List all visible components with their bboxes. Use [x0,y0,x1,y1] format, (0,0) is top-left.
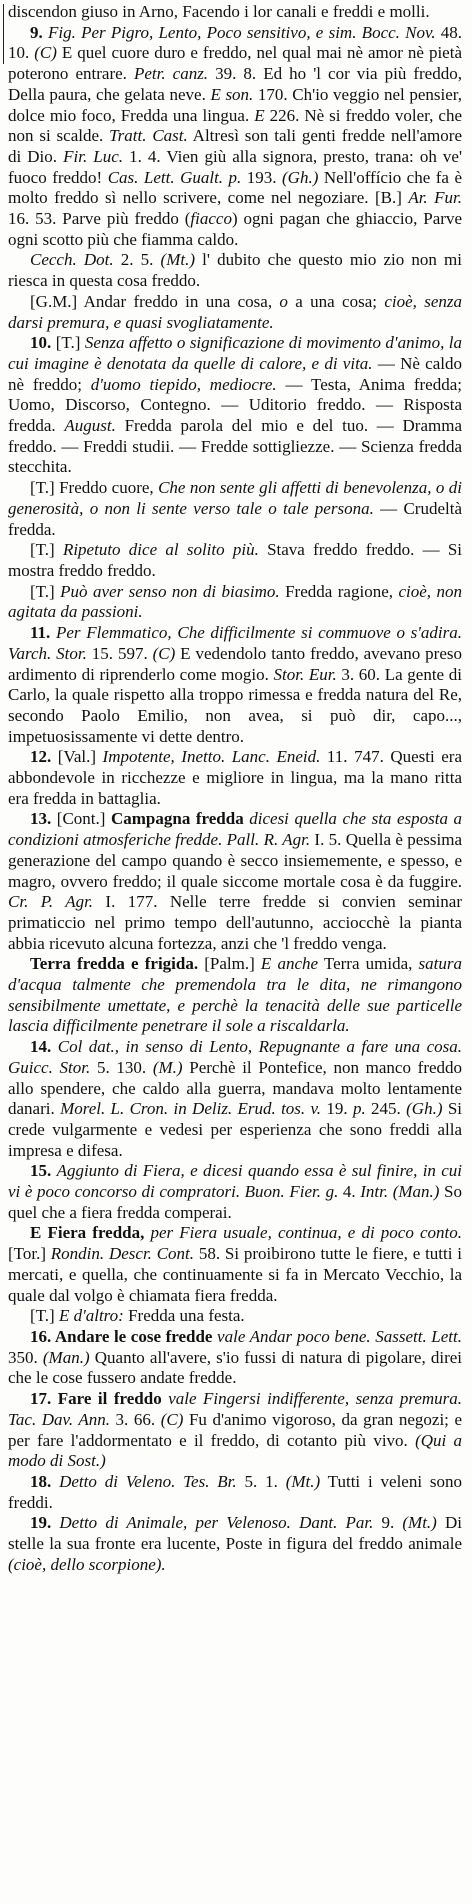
italic-text: Ar. Fur. [408,188,462,208]
italic-text: (cioè, dello scorpione). [8,1554,166,1574]
entry-paragraph [8,23,462,251]
entry-paragraph [8,292,462,333]
italic-text: (C) [152,643,176,663]
entry-paragraph [8,1472,462,1513]
body-text: [Palm.] [204,954,261,974]
body-text: [T.] [55,333,85,353]
italic-text: Fig. Per Pigro, Lento, Poco sensitivo, e sim. Bocc. Nov. [48,22,436,42]
body-text: — Crudeltà fredda. [8,498,462,539]
italic-text: cioè, senza darsi premura, e quasi svogliatamente. [8,291,462,332]
body-text: ) ogni pagan che ghiaccio, Parve ogni scotto più che fiamma caldo. [8,209,462,249]
bold-text: E Fiera fredda, [30,1223,151,1243]
bold-text: 12. [30,747,58,767]
entry-paragraph [8,747,462,809]
body-text: [T.] [30,581,61,601]
body-text: 2. 5. [113,250,161,270]
entry-paragraph [8,582,462,623]
body-text: Perchè il Pontefice, non manco freddo allo spendere, che caldo alla guerra, mandava molto lentamente danari. [8,1057,463,1119]
body-text: [Tor.] [8,1244,51,1264]
italic-text: Col dat., in senso di Lento, Repugnante a fare una cosa. Guicc. Stor. [8,1037,462,1077]
italic-text: Morel. L. Cron. in Deliz. Erud. tos. v. [60,1099,322,1119]
italic-text: (C) [160,1409,184,1429]
italic-text: Aggiunto di Fiera, e dicesi quando essa è sul finire, in cui vi è poco concorso di compratori. Buon. Fier. g. [8,1161,463,1202]
body-text: I. 177. Nelle terre fredde si convien seminar primaticcio nel primo tempo dell'autunno, acciocchè la pianta abbia ricevuto alcuna fortezza, anzi che 'l freddo venga. [8,892,462,953]
body-text: E quel cuore duro e freddo, nel qual mai nè amor nè pietà poterono entrare. [8,43,462,84]
body-text: 3. 66. [109,1409,161,1429]
entry-paragraph [8,623,462,747]
body-text: 19. [321,1099,353,1119]
body-text: 9. [373,1513,403,1533]
italic-text: Ripetuto dice al solito più. [62,540,259,560]
body-text: discendon giuso in Arno, Facendo i lor canali e freddi e molli. [8,2,430,21]
body-text: 39. 8. Ed ho 'l cor via più freddo, Della paura, che gelata neve. [8,64,462,104]
italic-text: (M.) [152,1057,183,1077]
entry-paragraph [8,1513,462,1575]
entry-paragraph [8,1327,462,1389]
italic-text: per Fiera usuale, continua, e di poco conto. [150,1223,462,1243]
body-text: 1. 4. Vien giù alla signora, presto, trana: oh ve' fuoco freddo! [8,146,463,187]
body-text: Di stelle la sua fronte era lucente, Poste in figura del freddo animale [8,1513,463,1554]
body-text: Nell'offício che fa è molto freddo sì nello scrivere, come nel negoziare. [B.] [8,167,462,208]
italic-text: p. [352,1099,366,1119]
body-text: 16. 53. Parve più freddo ( [8,209,191,229]
body-text: 11. 747. Questi era abbondevole in ricchezze e migliore in lingua, ma la mano ritta era fredda in battaglia. [8,747,463,808]
bold-text: 17. Fare il freddo [30,1389,169,1409]
italic-text: (Qui a modo di Sost.) [8,1430,462,1471]
italic-text: Cr. P. Agr. [8,892,94,912]
body-text: [T.] [30,1306,59,1326]
body-text: I. 5. Quella è pessima generazione del campo quando è secco insiememente, e spesso, e magro, ovvero freddo; il quale siccome mortale cosa è da fuggire. [8,830,463,891]
entry-paragraph [8,1037,462,1161]
italic-text: Detto di Veleno. Tes. Br. [59,1471,237,1491]
italic-text: E son. [210,84,254,104]
body-text: 58. Si proibirono tutte le fiere, e tutti i mercati, e quella, che continuamente si fa in Mercato Vecchio, la quale dal volgo è chiamata fiera fredda. [8,1244,462,1305]
body-text: 15. 597. [86,643,153,663]
body-text: Si crede vulgarmente e vedesi per esperienza che sono freddi alla impresa e difesa. [8,1099,463,1160]
italic-text: Fir. Luc. [63,146,124,166]
italic-text: satura d'acqua talmente che premendola tra le dita, ne rimangono sensibilmente umettate, e perchè la tenacità delle sue particelle lascia difficilmente penetrare il sole a riscaldarla. [8,954,462,1036]
body-text: Stava freddo freddo. — Si mostra freddo freddo. [8,540,463,580]
entry-paragraph [8,478,462,540]
bold-text: Terra fredda e frigida. [30,954,205,974]
bold-text: 11. [30,623,56,643]
body-text: 245. [365,1099,407,1119]
italic-text: o [279,291,288,311]
body-text: 170. Ch'io veggio nel pensier, dolce mio foco, Fredda una lingua. [8,84,462,125]
body-text: [T.] Freddo cuore, [30,478,159,498]
italic-text: Impotente, Inetto. Lanc. Eneid. [102,747,321,767]
body-text: Fredda ragione, [279,581,399,601]
margin-rule [3,4,4,64]
entry-paragraph [8,1223,462,1306]
bold-text: 14. [30,1037,58,1057]
entry-paragraph [8,540,462,581]
body-text: Fu d'animo vigoroso, da gran negozi; e per fare l'addormentato e il freddo, di cotanto più vivo. [8,1409,463,1450]
italic-text: E d'altro: [58,1306,124,1326]
body-text: 5. 130. [90,1057,153,1077]
body-text: E vedendolo tanto freddo, avevano preso ardimento di riprenderlo come mogio. [8,643,462,684]
italic-text: (Mt.) [402,1513,437,1533]
italic-text: (Mt.) [285,1471,321,1491]
italic-text: Petr. canz. [133,64,209,84]
italic-text: Per Flemmatico, Che difficilmente si commuove o s'adira. Varch. Stor. [8,623,462,663]
italic-text: Stor. Eur. [273,664,337,684]
italic-text: dicesi quella che sta esposta a condizioni atmosferiche fredde. Pall. R. Agr. [8,809,463,850]
body-text: 5. 1. [236,1471,286,1491]
bold-text: 16. Andare le cose fredde [30,1327,218,1346]
italic-text: (Gh.) [406,1099,443,1119]
body-text: a una cosa; [287,291,385,311]
body-text: 226. Nè si freddo voler, che non si scalde. [8,105,462,146]
body-text: So quel che a fiera fredda comperai. [8,1182,462,1222]
body-text: — Testa, Anima fredda; Uomo, Discorso, Contegno. — Uditorio freddo. — Risposta fredda. [8,374,462,436]
body-text: — Nè caldo nè freddo; [8,353,462,394]
entry-paragraph [8,250,462,291]
body-text: Quanto all'avere, s'io fussi di natura di pigolare, direi che le cose fussero andate fredde. [8,1347,463,1388]
entry-paragraph [8,1306,462,1327]
italic-text: Detto di Animale, per Velenoso. Dant. Par. [59,1513,374,1533]
body-text: [Val.] [57,747,103,767]
body-text: Fredda una festa. [123,1306,245,1326]
bold-text: 18. [30,1471,60,1491]
italic-text: (Mt.) [160,250,196,270]
entry-paragraph [8,954,462,1037]
italic-text: Intr. (Man.) [360,1182,440,1202]
italic-text: d'uomo tiepido, mediocre. [90,374,277,394]
body-text: Fredda parola del mio e del tuo. — Dramma freddo. — Freddi studii. — Fredde sottigliezze. — Scienza fredda stecchita. [8,416,462,477]
italic-text: vale Andar poco bene. Sassett. Lett. [217,1327,462,1346]
entry-paragraph [8,809,462,954]
body-text: [T.] [30,540,63,560]
body-text: l' dubito che questo mio zio non mi riesca in questa cosa freddo. [8,250,462,291]
italic-text: Che non sente gli affetti di benevolenza, o di generosità, o non li sente verso tale o tale persona. [8,478,463,518]
entry-paragraph [8,1161,462,1223]
italic-text: fiacco [190,209,232,229]
dictionary-entry-column [8,2,462,1575]
italic-text: Cas. Lett. Gualt. p. [107,167,242,187]
entry-paragraph [8,333,462,478]
body-text: Terra umida, [318,954,419,974]
italic-text: August. [64,416,116,436]
italic-text: E anche [260,954,319,974]
italic-text: (C) [34,43,57,63]
bold-text: 13. [30,809,57,829]
entry-paragraph [8,1389,462,1472]
italic-text: vale Fingersi indifferente, senza premura. Tac. Dav. Ann. [8,1389,463,1429]
body-text: Altresì son tali genti fredde nell'amore di Dio. [8,126,462,166]
italic-text: Può aver senso non di biasimo. [60,581,280,601]
bold-text: 10. [30,333,56,353]
bold-text: 9. [30,22,48,42]
bold-text: 19. [30,1513,60,1533]
italic-text: Senza affetto o significazione di movimento d'animo, la cui imagine è denotata da quelle di calore, e di vita. [8,333,462,373]
italic-text: (Gh.) [282,167,319,187]
body-text: [G.M.] Andar freddo in una cosa, [30,291,280,311]
italic-text: Cecch. Dot. [30,250,114,270]
body-text: Tutti i veleni sono freddi. [8,1471,463,1512]
bold-text: 15. [30,1161,57,1181]
body-text: 3. 60. La gente di Carlo, la quale rispetto alla troppo rimessa e fredda natura del Re, secondo Paolo Emilio, non avea, si può dir, capo..., impetuosissamente vi dette dentro. [8,664,462,746]
body-text: [Cont.] [56,809,111,829]
entry-paragraph [8,2,462,23]
body-text: 193. [241,167,283,187]
italic-text: Tratt. Cast. [109,126,188,146]
bold-text: Campagna fredda [110,809,250,829]
italic-text: (Man.) [42,1347,90,1367]
body-text: 48. 10. [8,22,463,63]
body-text: 4. [338,1182,361,1202]
italic-text: Rondin. Descr. Cont. [50,1244,195,1264]
italic-text: cioè, non agitata da passioni. [8,581,462,622]
italic-text: E [254,105,265,125]
body-text: 350. [8,1347,43,1367]
